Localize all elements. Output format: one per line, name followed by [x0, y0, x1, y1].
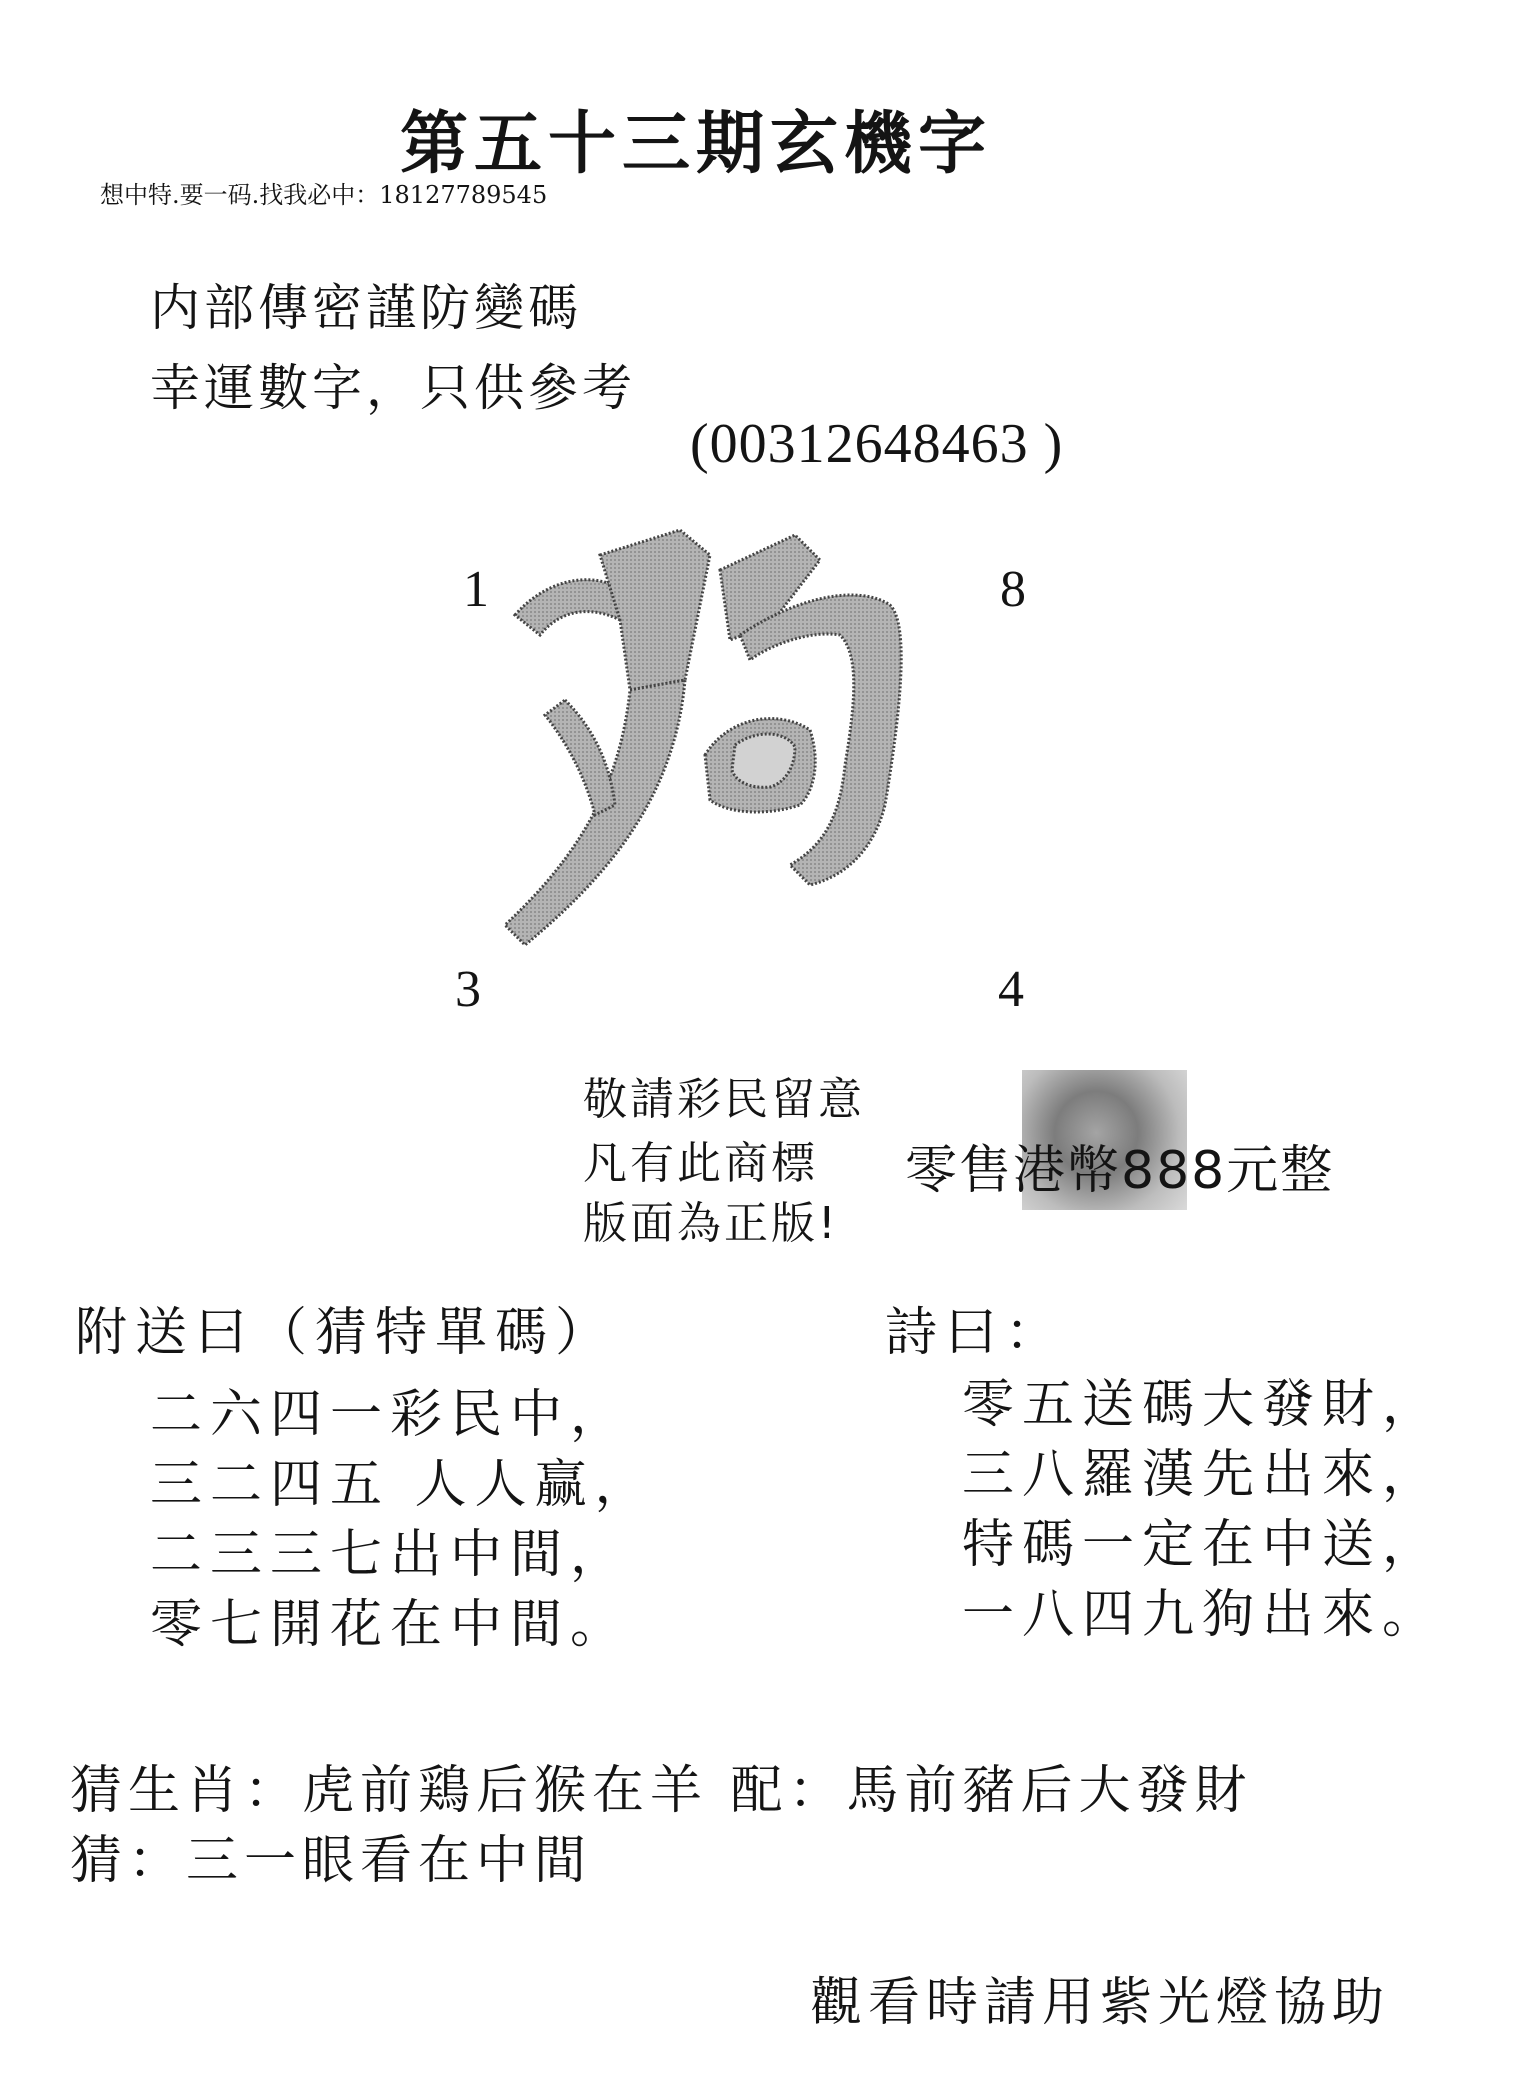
page-title: 第五十三期玄機字	[400, 105, 993, 184]
guess-line: 猜：三一眼看在中間	[70, 1831, 593, 1891]
zodiac-guess-line: 猜生肖：虎前鶏后猴在羊 配：馬前豬后大發財	[70, 1761, 1253, 1821]
left-poem-heading: 附送曰（猜特單碼）	[75, 1303, 616, 1363]
dog-character-emblem-icon	[470, 515, 1010, 985]
left-poem-line: 二三三七出中間，	[150, 1525, 631, 1585]
notice-line-2: 凡有此商標	[583, 1138, 818, 1189]
right-poem-line: 特碼一定在中送，	[962, 1515, 1443, 1575]
footer-note: 觀看時請用紫光燈協助	[810, 1973, 1391, 2033]
notice-line-1: 敬請彩民留意	[583, 1074, 865, 1125]
corner-number-bottom-left: 3	[455, 961, 481, 1018]
contact-line: 想中特.要一码.找我必中：18127789545	[100, 181, 548, 209]
right-poem-line: 零五送碼大發財，	[962, 1375, 1443, 1435]
intro-line-2: 幸運數字，只供參考	[150, 359, 636, 417]
left-poem-line: 三二四五 人人赢，	[150, 1455, 655, 1515]
right-poem-line: 一八四九狗出來。	[962, 1585, 1443, 1645]
left-poem-line: 零七開花在中間。	[150, 1595, 631, 1655]
corner-number-top-left: 1	[463, 561, 489, 618]
price-text: 零售港幣888元整	[905, 1141, 1335, 1201]
corner-number-bottom-right: 4	[998, 961, 1024, 1018]
right-poem-line: 三八羅漢先出來，	[962, 1445, 1443, 1505]
corner-number-top-right: 8	[1000, 561, 1026, 618]
intro-line-1: 内部傳密謹防變碼	[150, 279, 582, 337]
right-poem-heading: 詩曰：	[885, 1303, 1066, 1363]
lucky-code: (00312648463 )	[690, 413, 1064, 475]
notice-line-3: 版面為正版!	[583, 1198, 839, 1249]
left-poem-line: 二六四一彩民中，	[150, 1385, 631, 1445]
